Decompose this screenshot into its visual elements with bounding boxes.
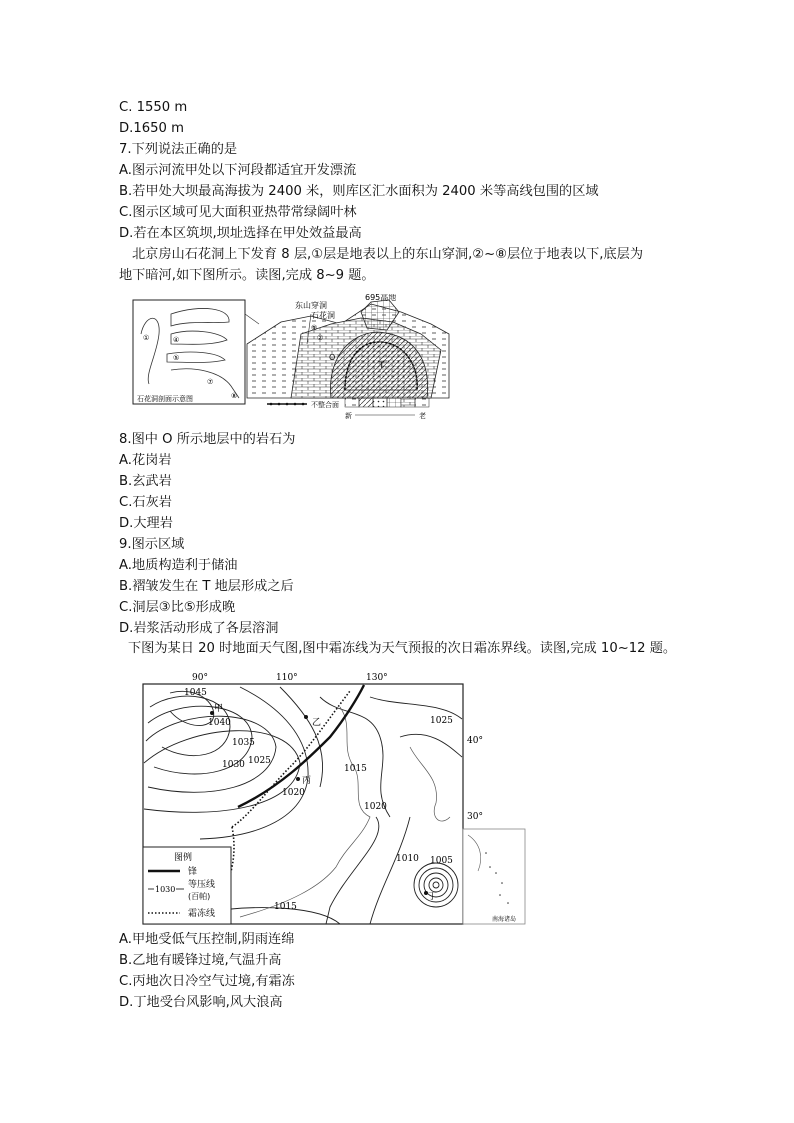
cave-cross-section-figure bbox=[131, 294, 451, 422]
question-9-option-d: D.岩浆活动形成了各层溶洞 bbox=[119, 621, 279, 636]
lon-label-90: 90° bbox=[192, 673, 208, 683]
inset-cave-num-1: ① bbox=[143, 334, 150, 342]
cave-num-2: ② bbox=[317, 334, 324, 342]
lon-label-110: 110° bbox=[276, 673, 298, 683]
question-7-option-d: D.若在本区筑坝,坝址选择在甲处效益最高 bbox=[119, 226, 362, 241]
lat-label-30: 30° bbox=[467, 812, 483, 822]
cave-num-1: ① bbox=[311, 324, 318, 332]
stratum-label-T: T bbox=[379, 361, 385, 371]
isobar-label-1025: 1025 bbox=[248, 756, 271, 766]
option-d-text: D.1650 m bbox=[119, 121, 184, 136]
legend-frost: 霜冻线 bbox=[188, 909, 216, 919]
isobar-label-1020: 1020 bbox=[282, 788, 305, 798]
question-10-option-c: C.丙地次日冷空气过境,有霜冻 bbox=[119, 974, 295, 989]
question-8: 8.图中 O 所示地层中的岩石为 bbox=[119, 432, 296, 447]
intro-10-12: 下图为某日 20 时地面天气图,图中霜冻线为天气预报的次日霜冻界线。读图,完成 10~12 题。 bbox=[128, 641, 677, 656]
inset-cave-num-8: ⑧ bbox=[231, 392, 238, 400]
question-9-option-a: A.地质构造利于储油 bbox=[119, 558, 238, 573]
legend-title: 图例 bbox=[174, 853, 193, 863]
question-7-option-b: B.若甲处大坝最高海拔为 2400 米，则库区汇水面积为 2400 米等高线包围的区域 bbox=[119, 184, 599, 199]
label-shihua-cave: 石花洞 bbox=[311, 311, 335, 320]
question-7: 7.下列说法正确的是 bbox=[119, 142, 238, 157]
isobar-label-1025b: 1025 bbox=[430, 716, 453, 726]
question-10-option-a: A.甲地受低气压控制,阴雨连绵 bbox=[119, 932, 295, 947]
isobar-label-1045: 1045 bbox=[184, 688, 207, 698]
isobar-label-1040: 1040 bbox=[208, 718, 231, 728]
label-peak-695: 695高地 bbox=[365, 294, 397, 302]
inset-cave-num-5: ⑤ bbox=[173, 354, 180, 362]
legend-front: 锋 bbox=[188, 867, 198, 877]
intro-8-9-line2: 地下暗河,如下图所示。读图,完成 8~9 题。 bbox=[119, 268, 375, 283]
isobar-label-1020b: 1020 bbox=[364, 802, 387, 812]
isobar-label-1035: 1035 bbox=[232, 738, 255, 748]
question-9-option-b: B.褶皱发生在 T 地层形成之后 bbox=[119, 579, 294, 594]
question-8-option-a: A.花岗岩 bbox=[119, 453, 172, 468]
stratum-label-O: O bbox=[329, 353, 336, 362]
question-9-option-c: C.洞层③比⑤形成晚 bbox=[119, 600, 236, 615]
legend-isobar: 等压线 bbox=[188, 880, 216, 890]
question-10-option-d: D.丁地受台风影响,风大浪高 bbox=[119, 995, 283, 1010]
isobar-label-1015b: 1015 bbox=[274, 902, 297, 912]
inset-cave-num-7: ⑦ bbox=[207, 378, 214, 386]
legend-isobar-sample: 1030 bbox=[155, 885, 176, 894]
inset-cave-num-4: ④ bbox=[173, 336, 180, 344]
place-jia: 甲 bbox=[214, 704, 224, 714]
isobar-label-1005: 1005 bbox=[430, 856, 453, 866]
question-8-option-c: C.石灰岩 bbox=[119, 495, 172, 510]
intro-8-9-line1: 北京房山石花洞上下发育 8 层,①层是地表以上的东山穿洞,②~⑧层位于地表以下,底层为 bbox=[132, 247, 644, 262]
legend-unconformity: 不整合面 bbox=[311, 401, 339, 409]
place-ding: 丁 bbox=[428, 892, 438, 902]
question-7-option-c: C.图示区域可见大面积亚热带常绿阔叶林 bbox=[119, 205, 357, 220]
south-sea-inset bbox=[463, 829, 525, 924]
lat-label-40: 40° bbox=[467, 736, 483, 746]
place-bing: 丙 bbox=[302, 776, 312, 786]
inset-label-nanhai: 南海诸岛 bbox=[492, 916, 517, 923]
label-dongshan-cave: 东山穿洞 bbox=[295, 301, 327, 310]
question-8-option-d: D.大理岩 bbox=[119, 516, 173, 531]
question-7-option-a: A.图示河流甲处以下河段都适宜开发漂流 bbox=[119, 163, 357, 178]
legend-old: 老 bbox=[419, 412, 426, 420]
lon-label-130: 130° bbox=[366, 673, 388, 683]
option-c-text: C. 1550 m bbox=[119, 100, 188, 115]
inset-caption: 石花洞剖面示意图 bbox=[137, 395, 193, 403]
weather-map-figure bbox=[140, 667, 530, 929]
question-9: 9.图示区域 bbox=[119, 537, 185, 552]
place-yi: 乙 bbox=[312, 718, 322, 728]
isobar-label-1030: 1030 bbox=[222, 760, 245, 770]
isobar-label-1010: 1010 bbox=[396, 854, 419, 864]
question-8-option-b: B.玄武岩 bbox=[119, 474, 172, 489]
legend-isobar-unit: (百帕) bbox=[188, 892, 211, 901]
legend-new: 新 bbox=[345, 412, 352, 420]
question-10-option-b: B.乙地有暖锋过境,气温升高 bbox=[119, 953, 282, 968]
isobar-label-1015: 1015 bbox=[344, 764, 367, 774]
